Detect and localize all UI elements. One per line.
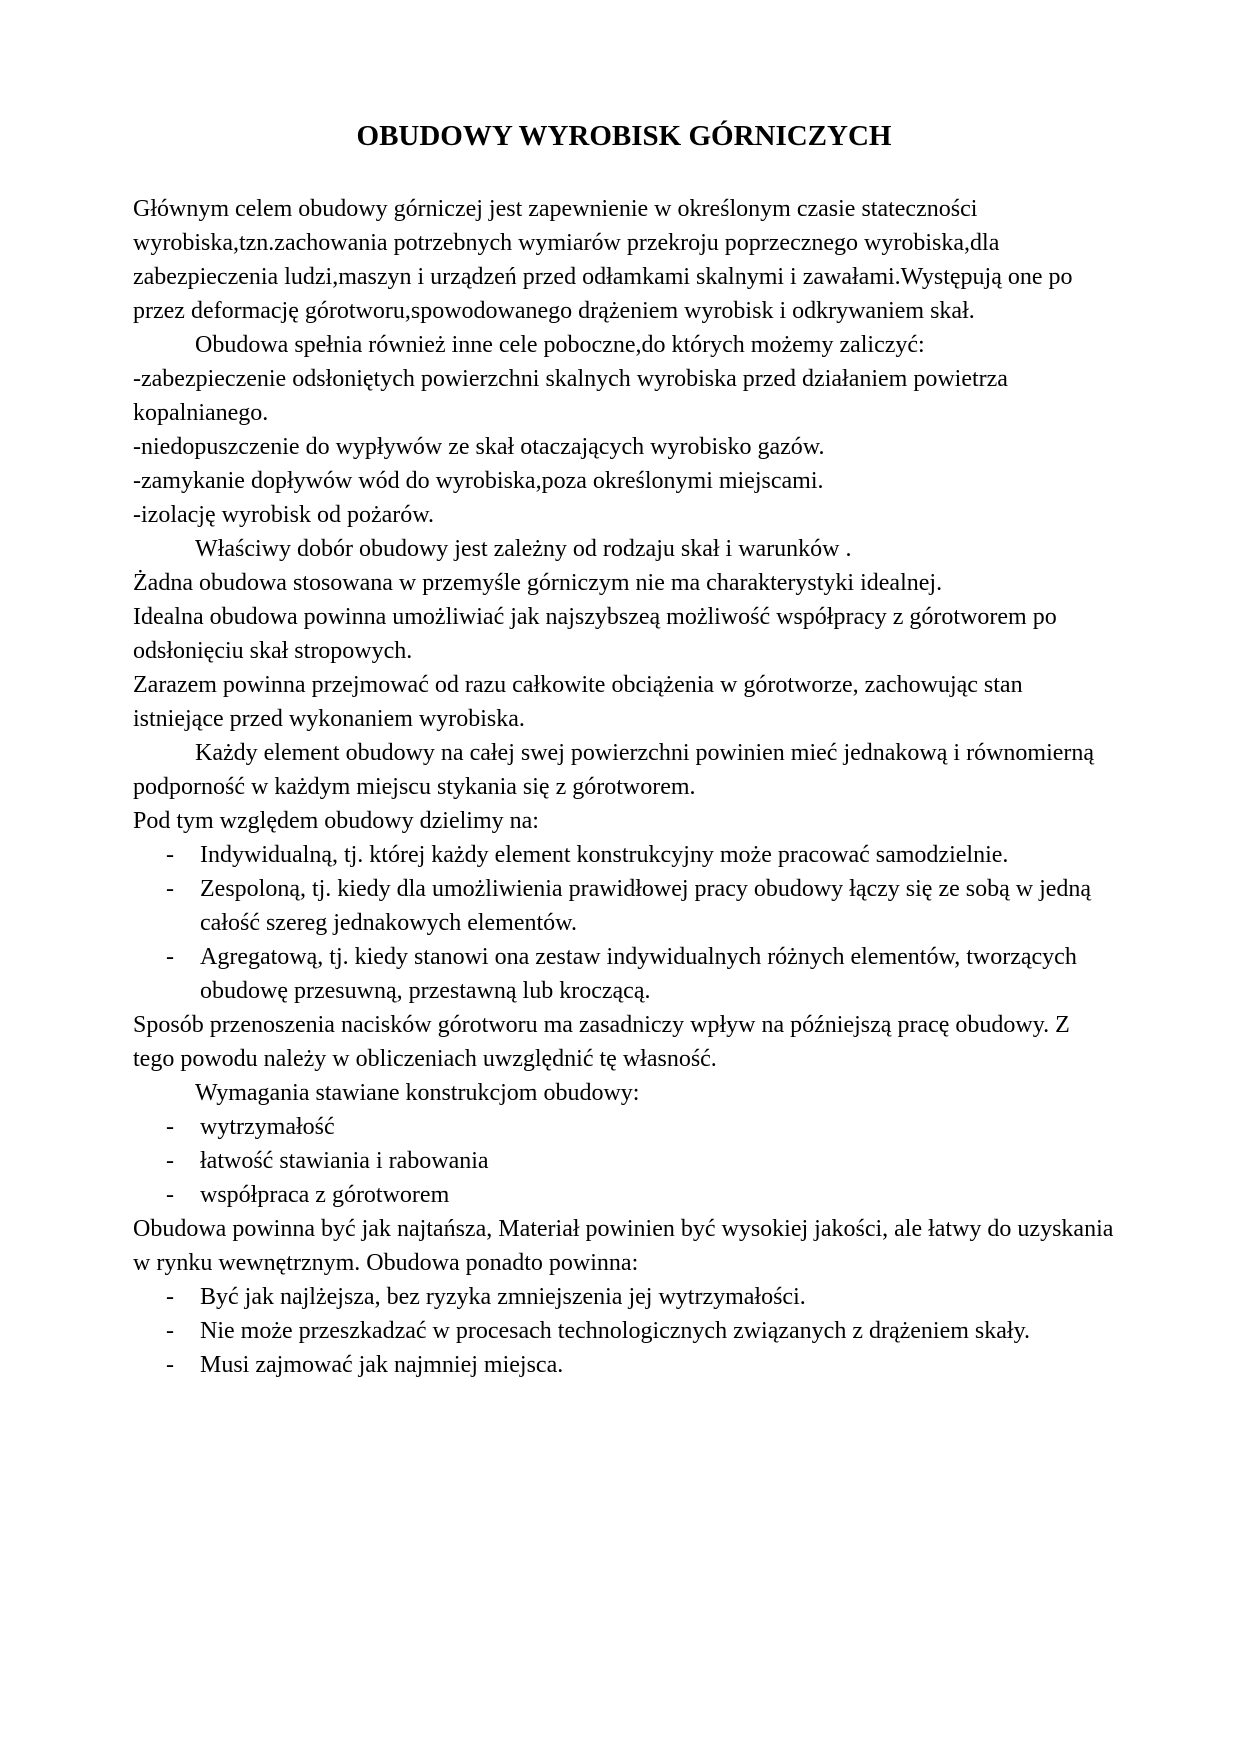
- paragraph: Każdy element obudowy na całej swej powierzchni powinien mieć jednakową i równomierną podporność w każdym miejscu stykania się z górotworem.: [133, 740, 1095, 800]
- paragraph: Obudowa powinna być jak najtańsza, Materiał powinien być wysokiej jakości, ale łatwy do uzyskania w rynku wewnętrznym. Obudowa ponadto powinna:: [133, 1216, 1114, 1276]
- paragraph: Właściwy dobór obudowy jest zależny od rodzaju skał i warunków .: [195, 536, 852, 562]
- document-title: OBUDOWY WYROBISK GÓRNICZYCH: [356, 120, 892, 152]
- paragraph: -niedopuszczenie do wypływów ze skał otaczających wyrobisko gazów.: [133, 434, 825, 460]
- paragraph: Zarazem powinna przejmować od razu całkowite obciążenia w górotworze, zachowując stan istniejące przed wykonaniem wyrobiska.: [133, 672, 1023, 732]
- list-item: [133, 1280, 1115, 1314]
- paragraph: Wymagania stawiane konstrukcjom obudowy:: [195, 1080, 640, 1106]
- paragraph: Sposób przenoszenia nacisków górotworu ma zasadniczy wpływ na późniejszą pracę obudowy. Z tego powodu należy w obliczeniach uwzględnić tę własność.: [133, 1012, 1070, 1072]
- list-marker: -: [166, 1182, 174, 1208]
- list-item: [133, 1110, 1115, 1144]
- list-item: [133, 872, 1115, 940]
- list-item: [133, 1178, 1115, 1212]
- list-item: [133, 1348, 1115, 1382]
- paragraph: Żadna obudowa stosowana w przemyśle górniczym nie ma charakterystyki idealnej.: [133, 570, 943, 596]
- paragraph: -zamykanie dopływów wód do wyrobiska,poza określonymi miejscami.: [133, 468, 824, 494]
- list-item-text: Agregatową, tj. kiedy stanowi ona zestaw indywidualnych różnych elementów, tworzących obudowę przesuwną, przestawną lub kroczącą.: [200, 944, 1077, 1004]
- list-marker: -: [166, 876, 174, 902]
- paragraph: Pod tym względem obudowy dzielimy na:: [133, 808, 539, 834]
- list-item-text: łatwość stawiania i rabowania: [200, 1148, 489, 1174]
- list-item-text: współpraca z górotworem: [200, 1182, 450, 1208]
- list-item-text: wytrzymałość: [200, 1114, 335, 1140]
- paragraph: Obudowa spełnia również inne cele poboczne,do których możemy zaliczyć:: [195, 332, 925, 358]
- list-marker: -: [166, 1284, 174, 1310]
- list-item-text: Musi zajmować jak najmniej miejsca.: [200, 1352, 564, 1378]
- paragraph: Idealna obudowa powinna umożliwiać jak najszybszeą możliwość współpracy z górotworem po odsłonięciu skał stropowych.: [133, 604, 1057, 664]
- list-item-text: Indywidualną, tj. której każdy element konstrukcyjny może pracować samodzielnie.: [200, 842, 1009, 868]
- list-item: [133, 838, 1115, 872]
- list-marker: -: [166, 944, 174, 970]
- paragraph: -zabezpieczenie odsłoniętych powierzchni skalnych wyrobiska przed działaniem powietrza kopalnianego.: [133, 366, 1008, 426]
- list-marker: -: [166, 1148, 174, 1174]
- list-marker: -: [166, 1352, 174, 1378]
- paragraph: -izolację wyrobisk od pożarów.: [133, 502, 435, 528]
- list-marker: -: [166, 1318, 174, 1344]
- list-item-text: Nie może przeszkadzać w procesach technologicznych związanych z drążeniem skały.: [200, 1318, 1031, 1344]
- paragraph: Głównym celem obudowy górniczej jest zapewnienie w określonym czasie stateczności wyrobiska,tzn.zachowania potrzebnych wymiarów przekroju poprzecznego wyrobiska,dla zabezpieczenia ludzi,maszyn i urządzeń przed odłamkami skalnymi i zawałami.Występują one po przez deformację górotworu,spowodowanego drążeniem wyrobisk i odkrywaniem skał.: [133, 196, 1073, 324]
- list-item: [133, 940, 1115, 1008]
- list-item-text: Zespoloną, tj. kiedy dla umożliwienia prawidłowej pracy obudowy łączy się ze sobą w jedną całość szereg jednakowych elementów.: [200, 876, 1092, 936]
- list-item-text: Być jak najlżejsza, bez ryzyka zmniejszenia jej wytrzymałości.: [200, 1284, 806, 1310]
- list-item: [133, 1314, 1115, 1348]
- list-item: [133, 1144, 1115, 1178]
- list-marker: -: [166, 842, 174, 868]
- list-marker: -: [166, 1114, 174, 1140]
